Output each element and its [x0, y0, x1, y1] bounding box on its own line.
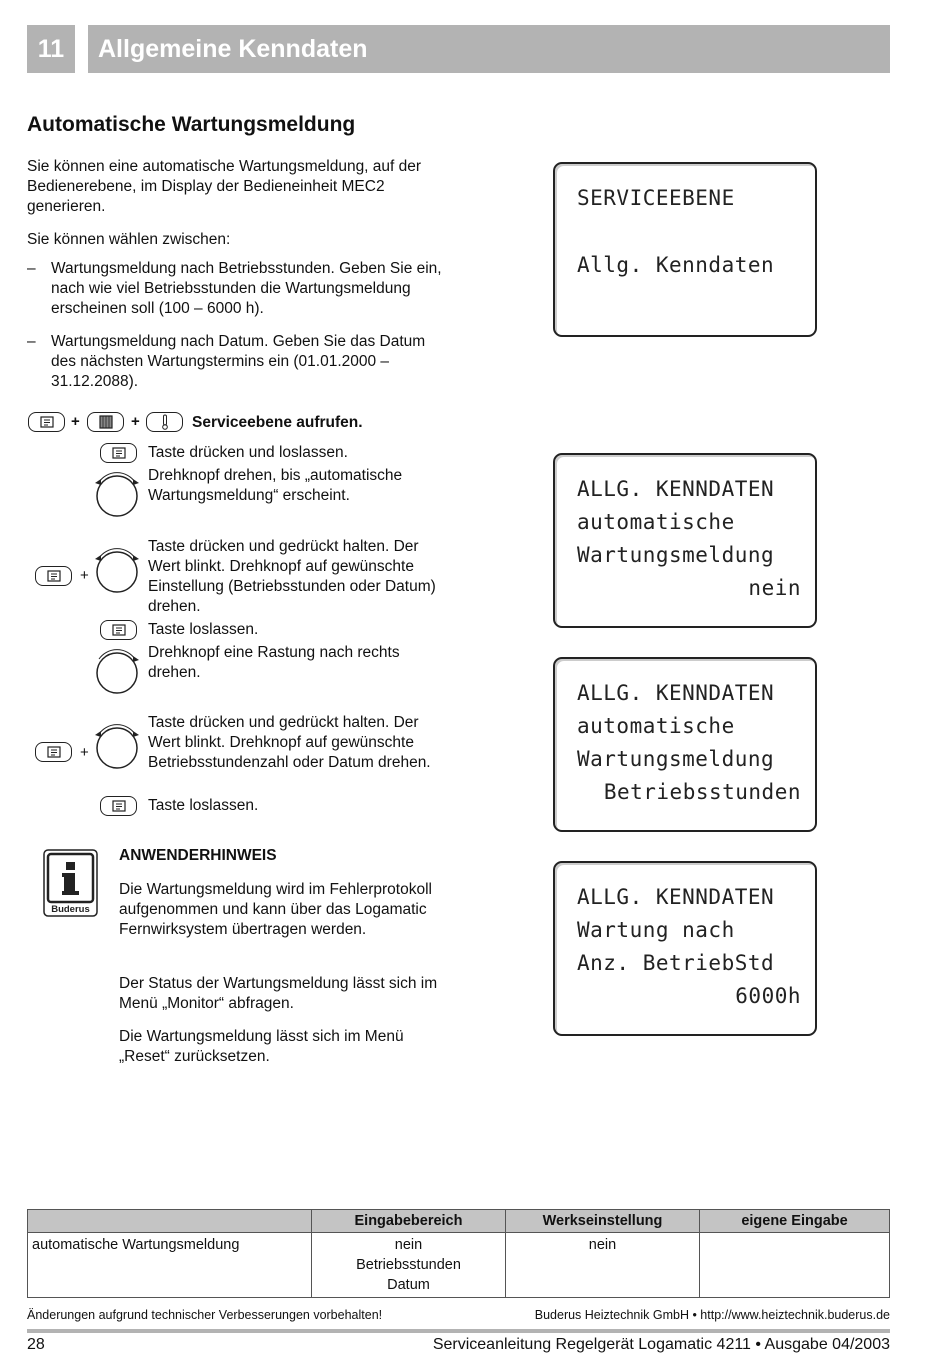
hint-title: ANWENDERHINWEIS [119, 847, 277, 864]
intro-paragraph: Sie können eine automatische Wartungsmeldung, auf der Bedienerebene, im Display der Bedieneinheit MEC2 generieren. [27, 158, 422, 215]
display-key-icon [100, 443, 137, 463]
table-cell-range [312, 1233, 506, 1298]
range-option: Betriebsstunden [356, 1257, 461, 1273]
lcd-line: ALLG. KENNDATEN [577, 681, 775, 705]
thermometer-key-icon [146, 412, 183, 432]
lcd-line: Anz. BetriebStd [577, 951, 775, 975]
range-option: nein [394, 1237, 423, 1253]
lcd-line: SERVICEEBENE [577, 186, 735, 210]
chapter-number: 11 [27, 25, 75, 73]
lcd-display-hours-value [553, 861, 817, 1036]
rotary-knob-icon [92, 544, 142, 594]
step-hold-turn: Taste drücken und gedrückt halten. Der Wert blinkt. Drehknopf auf gewünschte Einstellung (Betriebsstunden oder Datum) drehen. [148, 538, 436, 615]
section-title: Automatische Wartungsmeldung [27, 113, 356, 136]
range-option: Datum [387, 1277, 430, 1293]
lcd-display-maintenance-off [553, 453, 817, 628]
lcd-line-value: 6000h [735, 984, 801, 1008]
program-key-icon [87, 412, 124, 432]
table-header: Werkseinstellung [506, 1210, 700, 1233]
hint-paragraph: Die Wartungsmeldung wird im Fehlerprotokoll aufgenommen und kann über das Logamatic Fernwirksystem übertragen werden. [119, 881, 432, 938]
footer-divider [27, 1329, 890, 1333]
lcd-line: Wartungsmeldung [577, 543, 775, 567]
table-header-row [28, 1210, 890, 1233]
service-call-text: Serviceebene aufrufen. [192, 414, 363, 431]
rotary-knob-right-icon [92, 645, 142, 695]
table-cell-own-input [700, 1233, 890, 1298]
lcd-line: Wartung nach [577, 918, 735, 942]
display-key-icon [100, 796, 137, 816]
table-row [28, 1233, 890, 1298]
step-release-final: Taste loslassen. [148, 797, 259, 814]
plus-sign: + [131, 413, 140, 430]
lcd-line: Wartungsmeldung [577, 747, 775, 771]
display-key-icon [35, 742, 72, 762]
footer-company: Buderus Heiztechnik GmbH • http://www.heiztechnik.buderus.de [534, 1308, 890, 1322]
plus-sign: + [80, 567, 89, 584]
plus-sign: + [80, 744, 89, 761]
bullet-operating-hours [27, 259, 447, 319]
step-press-release: Taste drücken und loslassen. [148, 444, 348, 461]
page-number: 28 [27, 1336, 45, 1353]
lcd-display-service-level [553, 162, 817, 337]
display-key-icon [35, 566, 72, 586]
table-cell-name: automatische Wartungsmeldung [28, 1233, 312, 1298]
table-header [28, 1210, 312, 1233]
hint-paragraph: Die Wartungsmeldung lässt sich im Menü „Reset“ zurücksetzen. [119, 1028, 404, 1065]
table-cell-default: nein [506, 1233, 700, 1298]
document-title: Serviceanleitung Regelgerät Logamatic 4211 • Ausgabe 04/2003 [432, 1336, 890, 1353]
chapter-title: Allgemeine Kenndaten [88, 25, 890, 73]
rotary-knob-icon [92, 720, 142, 770]
bullet-text: Wartungsmeldung nach Betriebsstunden. Geben Sie ein, nach wie viel Betriebsstunden die Wartungsmeldung erscheinen soll (100 – 6000 h). [51, 260, 442, 317]
bullet-dash: – [27, 333, 36, 350]
lcd-line: ALLG. KENNDATEN [577, 885, 775, 909]
step-turn-right: Drehknopf eine Rastung nach rechts drehen. [148, 644, 400, 681]
choose-text: Sie können wählen zwischen: [27, 231, 231, 248]
table-header: eigene Eingabe [700, 1210, 890, 1233]
lcd-line-value: Betriebsstunden [603, 780, 801, 804]
buderus-logo-text: Buderus [51, 904, 90, 915]
step-turn-knob: Drehknopf drehen, bis „automatische Wartungsmeldung“ erscheint. [148, 467, 403, 504]
hint-paragraph: Der Status der Wartungsmeldung lässt sich im Menü „Monitor“ abfragen. [119, 975, 438, 1012]
bullet-dash: – [27, 260, 36, 277]
lcd-line: ALLG. KENNDATEN [577, 477, 775, 501]
display-key-icon [100, 620, 137, 640]
lcd-line: automatische [577, 510, 735, 534]
info-icon [43, 849, 98, 917]
bullet-text: Wartungsmeldung nach Datum. Geben Sie das Datum des nächsten Wartungstermins ein (01.01.2000 – 31.12.2088). [51, 333, 426, 390]
lcd-line: Allg. Kenndaten [577, 253, 775, 277]
step-release: Taste loslassen. [148, 621, 259, 638]
footer-note: Änderungen aufgrund technischer Verbesserungen vorbehalten! [27, 1308, 383, 1322]
bullet-date [27, 332, 447, 392]
lcd-line-value: nein [748, 576, 801, 600]
display-key-icon [28, 412, 65, 432]
plus-sign: + [71, 413, 80, 430]
parameter-table [27, 1209, 890, 1298]
step-hold-turn-value: Taste drücken und gedrückt halten. Der Wert blinkt. Drehknopf auf gewünschte Betriebsstundenzahl oder Datum drehen. [148, 714, 431, 771]
table-header: Eingabebereich [312, 1210, 506, 1233]
lcd-line: automatische [577, 714, 735, 738]
rotary-knob-icon [92, 468, 142, 518]
lcd-display-maintenance-hours [553, 657, 817, 832]
